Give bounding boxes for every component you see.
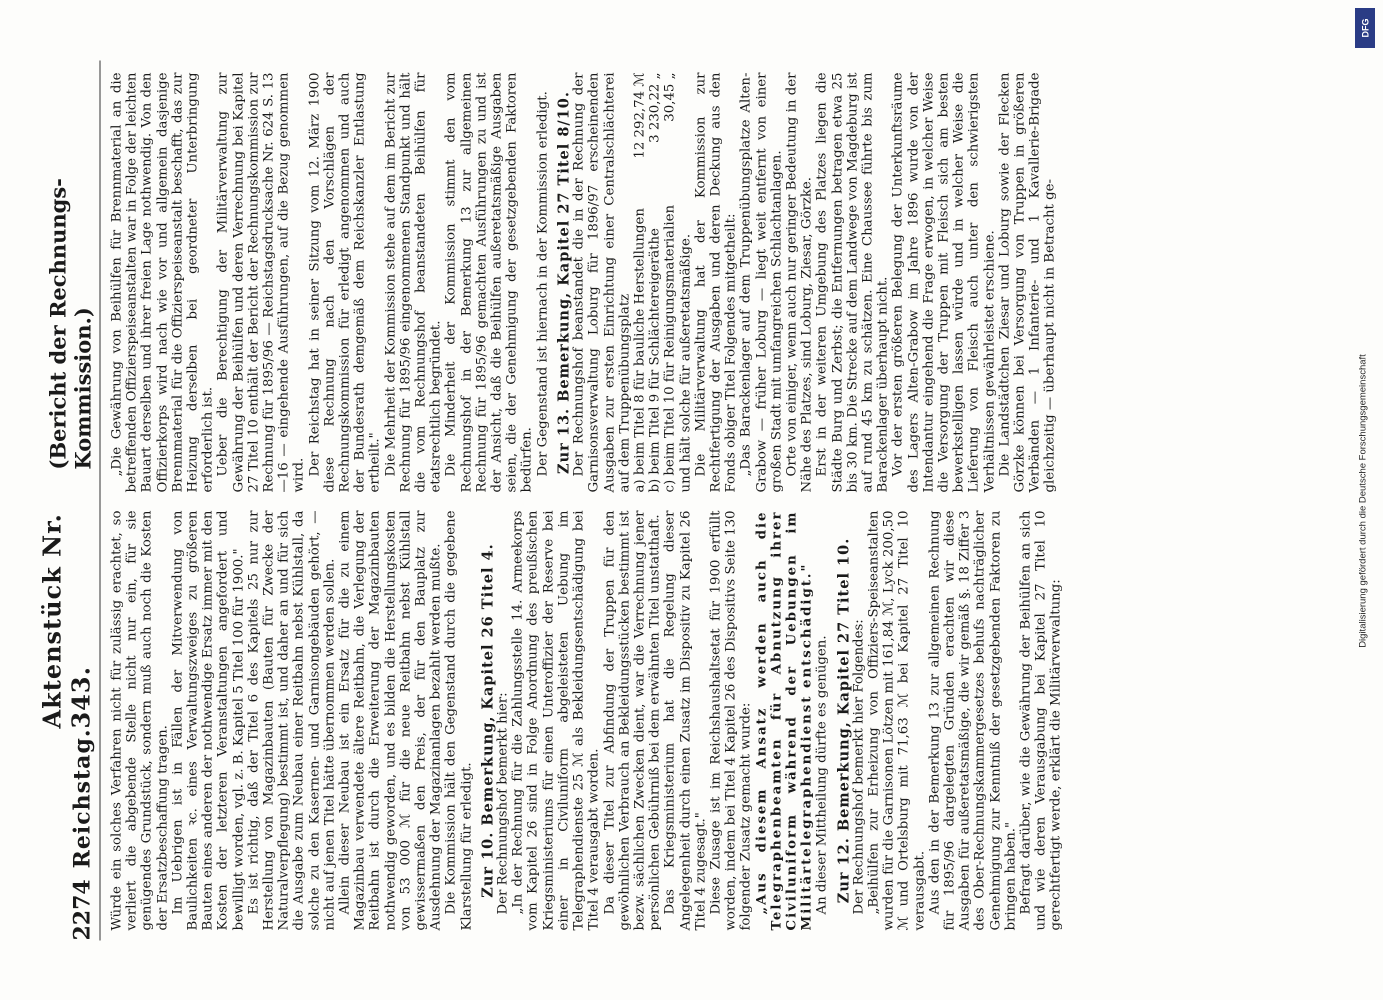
paragraph: Ueber die Berechtigung der Militärverwaltung zur Gewährung der Beihülfen und deren Verrechnung bei Kapitel 27 Titel 10 enthält der Bericht der Rechnungskommission zur Rechnung für 1895/96 — Reichstagsdrucksache Nr. 624 S. 13—16 — eingehende Ausführungen, auf die Bezug genommen wird.	[215, 72, 307, 493]
paragraph: Die Militärverwaltung hat der Kommission zur Rechtfertigung der Ausgaben und deren Deckung aus den Fonds obiger Titel Folgendes mitgetheilt:	[693, 72, 739, 493]
header-right: (Bericht der Rechnungs-Kommission.)	[45, 178, 96, 470]
digitization-credit: Digitalisierung gefördert durch die Deutsche Forschungsgemeinschaft	[1357, 353, 1369, 648]
paragraph: „In der Rechnung für die Zahlungsstelle 14. Armeekorps vom Kapitel 26 sind in Folge Anordnung des preußischen Kriegsministeriums für einen Unteroffizier der Reserve bei einer in Civiluniform abgeleisteten Uebung im Telegraphendienste 25 ℳ als Bekleidungsentschädigung bei Titel 4 verausgabt worden.	[510, 510, 602, 931]
paragraph: „Die Gewährung von Beihülfen für Brennmaterial an die betreffenden Offizierspeiseanstalten war in Folge der leichten Bauart derselben und ihrer freien Lage nothwendig. Von den Offizierkorps wird nach wie vor und allgemein dasjenige Brennmaterial für die Offizierspeiseanstalt beschafft, das zur Heizung derselben bei geordneter Unterbringung erforderlich ist.	[109, 72, 216, 493]
expense-value: 3 230,22 „	[647, 72, 663, 143]
dfg-logo: DFG	[1355, 8, 1375, 48]
section-intro: Der Rechnungshof bemerkt hier:	[495, 692, 511, 915]
expense-label: a) beim Titel 8 für bauliche Herstellungen	[632, 208, 648, 493]
header-left: Reichstag.	[69, 728, 96, 869]
column-left	[110, 511, 1065, 931]
expense-row	[648, 73, 663, 493]
paragraph: „Beihülfen zur Erheizung von Offiziers-Speiseanstalten wurden für die Garnisonen Lötzen mit 161,84 ℳ, Lyck 200,50 ℳ und Ortelsburg mit 71,63 ℳ bei Kapitel 27 Titel 10 verausgabt.	[866, 510, 928, 931]
page-number: 2274	[69, 879, 96, 941]
expense-value: 30,45 „	[662, 72, 678, 122]
paragraph: Allein dieser Neubau ist ein Ersatz für die zu einem Magazinbau verwendete ältere Reitbahn, die Verlegung der Reitbahn ist durch die Erweiterung der Magazinbauten nothwendig geworden, und es bilden die Herstellungskosten von 53 000 ℳ für die neue Reitbahn nebst Kühlstall gewissermaßen den Preis, der für den Bauplatz zur Ausdehnung der Magazinanlagen bezahlt werden mußte.	[337, 510, 444, 931]
paragraph: Befragt darüber, wie die Gewährung der Beihülfen an sich und wie deren Verausgabung bei Kapitel 27 Titel 10 gerechtfertigt werde, erklärt die Militärverwaltung:	[1018, 510, 1064, 931]
expense-label: c) beim Titel 10 für Reinigungsmaterialien	[662, 204, 678, 493]
rotated-page	[0, 1, 1383, 1001]
paragraph: Der Gegenstand ist hiernach in der Kommission erledigt.	[535, 91, 551, 477]
quoted-addition: „Aus diesem Ansatz werden auch die Telegraphenbeamten für Abnutzung ihrer Civiluniform während der Uebungen im Militärtelegraphendienst entschädigt."	[754, 510, 815, 931]
paragraph: Der Rechnungshof beanstandet die in der Rechnung der Garnisonsverwaltung Loburg für 1896/97 erscheinenden Ausgaben zur ersten Einrichtung einer Centralschlächterei auf dem Truppenübungsplatz	[571, 72, 633, 493]
paragraph: und hält solche für außeretatsmäßige.	[678, 233, 694, 493]
expense-value: 12 292,74 ℳ	[632, 72, 648, 159]
paragraph: Im Uebrigen ist in Fällen der Mitverwendung von Baulichkeiten ꝛc. eines Verwaltungszweiges zu größeren Bauten eines anderen der nothwendige Ersatz immer mit den Kosten der letzteren Veranstaltungen angefordert und bewilligt worden, vgl. z. B. Kapitel 5 Titel 100 für 1900."	[170, 510, 247, 931]
paragraph: Erst in der weiteren Umgebung des Platzes liegen die Städte Burg und Zerbst; die Entfernungen betragen etwa 25 bis 30 km. Die Strecke auf dem Landwege von Magdeburg ist auf rund 45 km zu schätzen. Eine Chaussee führte bis zum Barackenlager überhaupt nicht.	[814, 72, 891, 493]
paragraph: Aus den in der Bemerkung 13 zur allgemeinen Rechnung für 1895/96 dargelegten Gründen erachten wir diese Ausgaben für außeretatsmäßige, die wir gemäß §. 18 Ziffer 3 des Ober-Rechnungskammergesetzes behufs nachträglicher Genehmigung zur Kenntniß der gesetzgebenden Faktoren zu bringen haben."	[927, 510, 1019, 931]
paragraph: Würde ein solches Verfahren nicht für zulässig erachtet, so verliert die abgebende Stelle nicht nur ein, für sie genügendes Grundstück, sondern muß auch noch die Kosten der Ersatzbeschaffung tragen.	[109, 510, 171, 931]
paragraph: Die Minderheit der Kommission stimmt den vom Rechnungshof in der Bemerkung 13 zur allgemeinen Rechnung für 1895/96 gemachten Ausführungen zu und ist der Ansicht, daß die Beihülfen außeretatsmäßige Ausgaben seien, die der Genehmigung der gesetzgebenden Faktoren bedürfen.	[443, 72, 535, 493]
section-intro: Der Rechnungshof bemerkt hier Folgendes:	[851, 619, 867, 915]
section-heading: Zur 12. Bemerkung, Kapitel 27 Titel 10.	[835, 537, 853, 904]
paragraph: Diese Zusage ist im Reichshaushaltsetat für 1900 erfüllt worden, indem bei Titel 4 Kapitel 26 des Dispositivs Seite 130 folgender Zusatz gemacht wurde:	[708, 510, 754, 931]
paragraph: Das Kriegsministerium hat die Regelung dieser Angelegenheit durch einen Zusatz im Dispositiv zu Kapitel 26 Titel 4 zugesagt."	[662, 510, 709, 931]
expense-row	[632, 73, 647, 493]
paragraph: Es ist richtig, daß der Titel 6 des Kapitels 25 nur zur Herstellung von Magazinbauten (Bauten für Zwecke der Naturalverpflegung) bestimmt ist, und daher an und für sich die Ausgabe zum Neubau einer Reitbahn nebst Kühlstall, da solche zu den Kasernen- und Garnisongebäuden gehört, — nicht auf jenen Titel hätte übernommen werden sollen.	[246, 510, 338, 931]
section-heading: Zur 13. Bemerkung, Kapitel 27 Titel 8/10.	[555, 91, 573, 474]
paragraph: Der Reichstag hat in seiner Sitzung vom 12. März 1900 diese Rechnung nach den Vorschlägen der Rechnungskommission für erledigt angenommen und auch der Bundesrath demgemäß dem Reichskanzler Entlastung ertheilt."	[307, 72, 383, 493]
paragraph: Die Mehrheit der Kommission stehe auf dem im Bericht zur Rechnung für 1895/96 eingenommenen Standpunkt und hält die vom Rechnungshof beanstandeten Beihülfen für etatsrechtlich begründet.	[383, 72, 444, 493]
header-title: Aktenstück Nr. 343.	[37, 513, 96, 729]
paragraph: Orte von einiger, wenn auch nur geringer Bedeutung in der Nähe des Platzes, sind Loburg, Ziesar, Görzke.	[784, 72, 815, 493]
running-header	[37, 61, 101, 941]
paragraph: Vor der ersten größeren Belegung der Unterkunftsräume des Lagers Alten-Grabow im Jahre 1896 wurde von der Intendantur eingehend die Frage erwogen, in welcher Weise die Versorgung der Truppen mit Fleisch sich am besten bewerkstelligen lassen würde und in welcher Weise die Lieferung von Fleisch auch unter den schwierigsten Verhältnissen gewährleistet erschiene.	[890, 72, 998, 493]
section-heading: Zur 10. Bemerkung, Kapitel 26 Titel 4.	[479, 543, 497, 898]
paragraph: Die Landstädtchen Ziesar und Loburg sowie der Flecken Görzke können bei Versorgung von Truppen in größeren Verbänden — 1 Infanterie- und 1 Kavallerie-Brigade gleichzeitig — überhaupt nicht in Betracht ge-	[997, 72, 1058, 493]
column-right	[110, 73, 1059, 493]
expense-label: b) beim Titel 9 für Schlächtereigeräthe	[647, 228, 663, 493]
paragraph: An dieser Mittheilung dürfte es genügen.	[814, 635, 830, 915]
expense-row	[663, 73, 678, 493]
paragraph: Da dieser Titel zur Abfindung der Truppen für den gewöhnlichen Verbrauch an Bekleidungsstücken bestimmt ist bezw. sächlichen Zwecken dient, war die Verrechnung jener persönlichen Gebührniß bei dem erwähnten Titel unstatthaft.	[602, 510, 663, 931]
paragraph: „Das Barackenlager auf dem Truppenübungsplatze Alten-Grabow — früher Loburg — liegt weit entfernt von einer großen Stadt mit umfangreichen Schlachtanlagen.	[738, 72, 785, 493]
paragraph: Die Kommission hält den Gegenstand durch die gegebene Klarstellung für erledigt.	[443, 510, 475, 931]
